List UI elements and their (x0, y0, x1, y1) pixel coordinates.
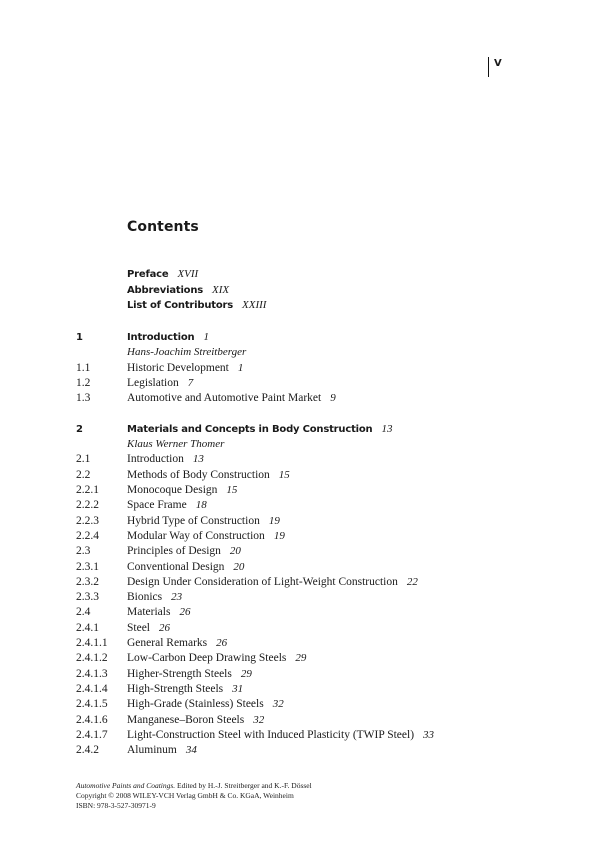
copyright-footer (76, 781, 312, 811)
toc-entry-number: 1.3 (76, 392, 91, 405)
toc-entry-page: 15 (278, 468, 290, 481)
toc-entry-title (127, 575, 418, 590)
toc-entry-title-text: Conventional Design (127, 560, 225, 573)
toc-entry-page: 33 (423, 728, 435, 741)
toc-entry-title (127, 483, 237, 498)
toc-entry-number: 2.3 (76, 545, 91, 558)
front-matter-item[interactable] (127, 298, 266, 313)
toc-entry-title-text: Light-Construction Steel with Induced Plasticity (TWIP Steel) (127, 728, 415, 741)
toc-entry-title (127, 437, 224, 452)
toc-author (0, 437, 611, 452)
toc-entry[interactable] (0, 468, 611, 483)
toc-entry[interactable] (0, 667, 611, 682)
toc-entry[interactable] (0, 590, 611, 605)
toc-entry-page: 7 (187, 376, 194, 389)
toc-entry[interactable] (0, 514, 611, 529)
toc-entry-title (127, 345, 246, 360)
front-matter-page: XVII (177, 268, 199, 280)
toc-entry[interactable] (0, 651, 611, 666)
contents-heading: Contents (127, 219, 199, 235)
page-number-rule (488, 57, 489, 77)
toc-entry[interactable] (0, 621, 611, 636)
toc-entry-number: 2.2.3 (76, 514, 99, 527)
front-matter-item[interactable] (127, 283, 229, 298)
toc-entry[interactable] (0, 483, 611, 498)
toc-entry-number: 2.4.1.3 (76, 667, 108, 680)
toc-entry-page: 32 (253, 713, 265, 726)
toc-entry-number: 2.2.2 (76, 499, 99, 512)
toc-entry-page: 15 (226, 484, 238, 496)
toc-entry-title-text: High-Grade (Stainless) Steels (127, 698, 264, 711)
toc-entry-number: 2.4.1.7 (76, 728, 108, 741)
toc-entry-title-text: Historic Development (127, 361, 229, 374)
toc-entry-title-text: Introduction (127, 332, 195, 343)
toc-entry-title (127, 743, 197, 758)
toc-entry-title (127, 713, 264, 728)
toc-entry-title-text: Principles of Design (127, 545, 221, 558)
toc-entry-page: 9 (330, 392, 336, 405)
toc-entry-number: 1.2 (76, 376, 91, 389)
toc-entry[interactable] (0, 575, 611, 590)
toc-entry-title-text: High-Strength Steels (127, 682, 224, 695)
toc-entry-number: 2.2.4 (76, 529, 99, 542)
toc-entry-title-text: Materials (127, 606, 171, 619)
toc-entry-title (127, 651, 306, 666)
toc-entry-number: 2.2 (76, 468, 91, 481)
toc-entry-title-text: Hybrid Type of Construction (127, 514, 260, 527)
toc-entry-title (127, 621, 170, 636)
toc-author (0, 345, 611, 360)
toc-entry-title-text: Design Under Consideration of Light-Weight Construction (127, 575, 398, 588)
toc-entry[interactable] (0, 697, 611, 712)
toc-entry-title-text: General Remarks (127, 637, 208, 649)
toc-entry[interactable] (0, 728, 611, 743)
toc-entry[interactable] (0, 376, 611, 391)
toc-entry-page: 19 (273, 529, 285, 542)
toc-entry-title-text: Manganese–Boron Steels (127, 713, 245, 726)
toc-entry-title-text: Legislation (127, 376, 179, 389)
toc-entry-title (127, 529, 285, 544)
toc-entry-title (127, 605, 190, 620)
toc-entry-number: 2.1 (76, 453, 91, 466)
toc-entry-number: 2.4.2 (76, 744, 99, 757)
toc-entry-title (127, 544, 241, 559)
toc-entry[interactable] (0, 682, 611, 697)
toc-entry-title (127, 361, 243, 376)
toc-entry-number: 2.3.3 (76, 591, 99, 604)
toc-entry-title-text: Aluminum (127, 744, 177, 757)
toc-entry[interactable] (0, 391, 611, 406)
front-matter-page: XXIII (242, 299, 267, 311)
toc-entry-number: 2.4.1.2 (76, 652, 108, 665)
toc-entry-page: 22 (406, 575, 418, 588)
toc-entry-page: 23 (171, 591, 183, 604)
toc-entry[interactable] (0, 636, 611, 651)
toc-entry-page: 18 (195, 499, 207, 512)
toc-entry-number: 1 (76, 332, 83, 343)
toc-entry-title (127, 560, 244, 575)
toc-entry[interactable] (0, 605, 611, 620)
toc-entry-number: 2.2.1 (76, 484, 99, 496)
toc-entry[interactable] (0, 743, 611, 758)
toc-entry[interactable] (0, 560, 611, 575)
toc-entry-title (127, 667, 252, 682)
toc-entry-title (127, 452, 204, 467)
toc-entry-number: 2.3.2 (76, 575, 99, 588)
toc-entry-page: 26 (159, 621, 170, 634)
toc-entry[interactable] (0, 544, 611, 559)
toc-entry-page: 26 (179, 606, 191, 619)
front-matter-page: XIX (212, 284, 230, 296)
page-number: V (494, 58, 502, 69)
toc-entry-title (127, 498, 207, 513)
toc-entry-title-text: Bionics (127, 591, 163, 604)
toc-entry[interactable] (0, 498, 611, 513)
toc-entry-title-text: Methods of Body Construction (127, 468, 270, 481)
toc-entry[interactable] (0, 713, 611, 728)
toc-entry-page: 29 (295, 652, 307, 665)
footer-book-title: Automotive Paints and Coatings. (76, 781, 176, 790)
toc-entry[interactable] (0, 361, 611, 376)
footer-line-edition (76, 781, 312, 791)
toc-entry-number: 2.4.1 (76, 621, 99, 634)
footer-copyright: Copyright © 2008 WILEY-VCH Verlag GmbH & Co. KGaA, Weinheim (76, 791, 294, 800)
toc-entry-title (127, 590, 182, 605)
toc-entry-page: 29 (240, 667, 252, 680)
toc-entry-title-text: Automotive and Automotive Paint Market (127, 392, 322, 405)
toc-entry-title (127, 697, 284, 712)
toc-entry-title-text: Monocoque Design (127, 484, 218, 496)
toc-entry-number: 2.4 (76, 606, 91, 619)
toc-entry-number: 2.4.1.4 (76, 682, 108, 695)
toc-entry-page: 32 (272, 698, 284, 711)
toc-entry[interactable] (0, 452, 611, 467)
toc-entry-title (127, 728, 434, 743)
toc-entry-number: 2.3.1 (76, 560, 99, 573)
toc-entry-title-text: Steel (127, 621, 150, 634)
toc-entry[interactable] (0, 330, 611, 345)
toc-entry-title-text: Low-Carbon Deep Drawing Steels (127, 652, 287, 665)
toc-entry-title-text: Introduction (127, 453, 184, 466)
toc-entry-title-text: Materials and Concepts in Body Construction (127, 423, 373, 435)
toc-entry-number: 2.4.1.6 (76, 713, 108, 726)
toc-entry-page: 20 (229, 545, 241, 558)
toc-entry-page: 31 (232, 682, 244, 695)
toc-entry-title (127, 376, 193, 391)
toc-entry-page: 1 (203, 331, 209, 343)
toc-entry-title (127, 514, 280, 529)
toc-entry-page: 26 (216, 637, 228, 649)
toc-entry-page: 19 (268, 514, 280, 527)
toc-entry-title-text: Modular Way of Construction (127, 529, 265, 542)
toc-entry-page: 13 (192, 453, 204, 466)
toc-entry-title-text: Higher-Strength Steels (127, 667, 232, 680)
footer-isbn: ISBN: 978-3-527-30971-9 (76, 801, 156, 810)
front-matter-label: Abbreviations (127, 285, 204, 296)
front-matter-label: List of Contributors (127, 300, 233, 311)
toc-entry-page: 13 (381, 422, 393, 435)
toc-entry-number: 1.1 (76, 361, 91, 374)
front-matter-label: Preface (127, 269, 169, 280)
toc-entry-number: 2 (76, 423, 83, 435)
toc-entry-title (127, 330, 209, 345)
toc-entry[interactable] (0, 529, 611, 544)
toc-entry-title (127, 682, 243, 697)
toc-entry-title (127, 422, 392, 437)
toc-author-name: Klaus Werner Thomer (127, 438, 225, 451)
footer-editors: Edited by H.-J. Streitberger and K.-F. Dössel (175, 781, 312, 790)
toc-entry-page: 34 (185, 744, 197, 757)
toc-entry-number: 2.4.1.1 (76, 637, 108, 649)
toc-author-name: Hans-Joachim Streitberger (127, 346, 247, 359)
toc-entry[interactable] (0, 422, 611, 437)
front-matter-item[interactable] (127, 267, 198, 282)
toc-entry-title-text: Space Frame (127, 499, 187, 512)
toc-entry-title (127, 391, 336, 406)
toc-entry-title (127, 636, 227, 651)
toc-entry-number: 2.4.1.5 (76, 698, 108, 711)
toc-entry-title (127, 468, 290, 483)
toc-entry-page: 1 (237, 361, 244, 374)
toc-entry-page: 20 (233, 560, 245, 573)
